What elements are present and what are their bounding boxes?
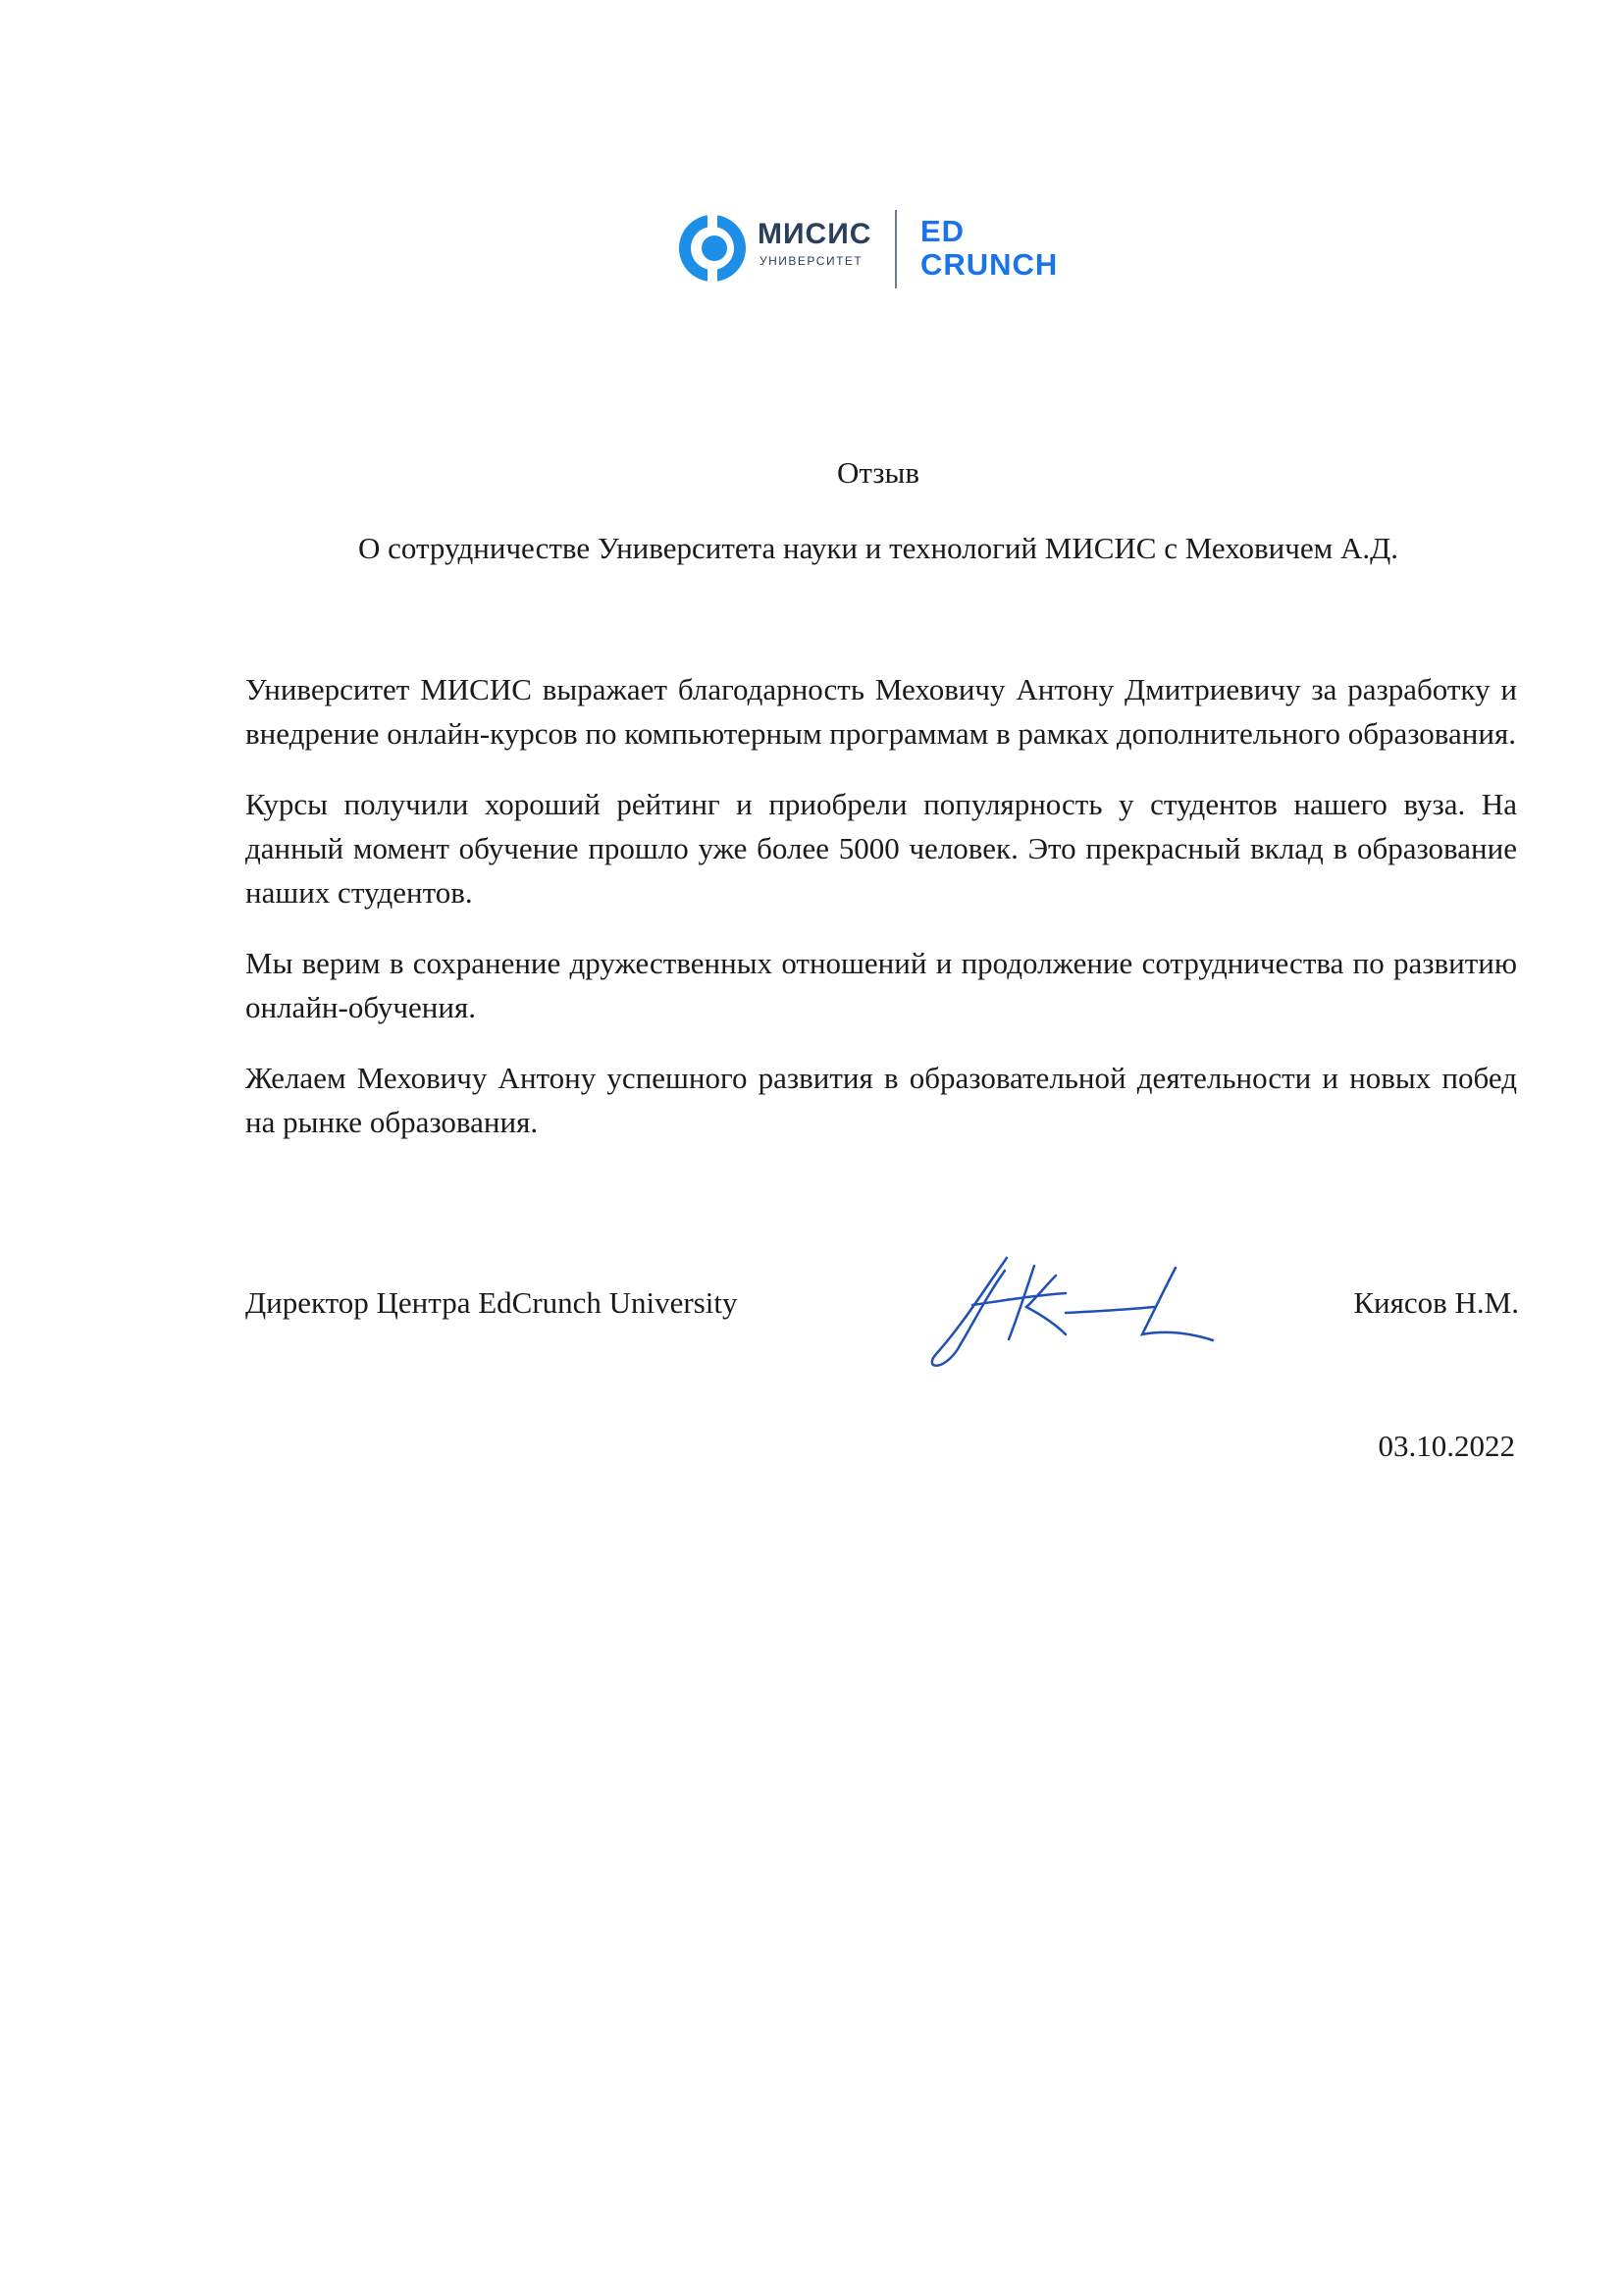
body-paragraph: Университет МИСИС выражает благодарность Меховичу Антону Дмитриевичу за разработку и внедрение онлайн-курсов по компьютерным программам в рамках дополнительного образования. (245, 672, 1517, 751)
signatory-position: Директор Центра EdCrunch University (245, 1285, 738, 1320)
misis-logo-icon (675, 206, 750, 290)
document-title: Отзыв (836, 455, 920, 490)
misis-subtitle: УНИВЕРСИТЕТ (759, 254, 864, 268)
body-paragraph: Мы верим в сохранение дружественных отношений и продолжение сотрудничества по развитию онлайн-обучения. (245, 946, 1517, 1024)
body-paragraph: Курсы получили хороший рейтинг и приобрели популярность у студентов нашего вуза. На данный момент обучение прошло уже более 5000 человек. Это прекрасный вклад в образование наших студентов. (245, 787, 1517, 910)
body-paragraph: Желаем Меховичу Антону успешного развития в образовательной деятельности и новых побед на рынке образования. (245, 1061, 1517, 1139)
document-body (245, 667, 1517, 1171)
header-logo (675, 206, 1087, 294)
handwritten-signature (918, 1246, 1223, 1374)
document-date: 03.10.2022 (1378, 1429, 1515, 1463)
edcrunch-logo-line1: ED (920, 214, 966, 248)
logo-divider (895, 210, 897, 288)
document-subtitle: О сотрудничестве Университета науки и технологий МИСИС с Меховичем А.Д. (357, 531, 1399, 565)
signatory-name: Киясов Н.М. (1353, 1285, 1519, 1320)
misis-name: МИСИС (758, 218, 872, 250)
edcrunch-logo-line2: CRUNCH (920, 247, 1059, 282)
